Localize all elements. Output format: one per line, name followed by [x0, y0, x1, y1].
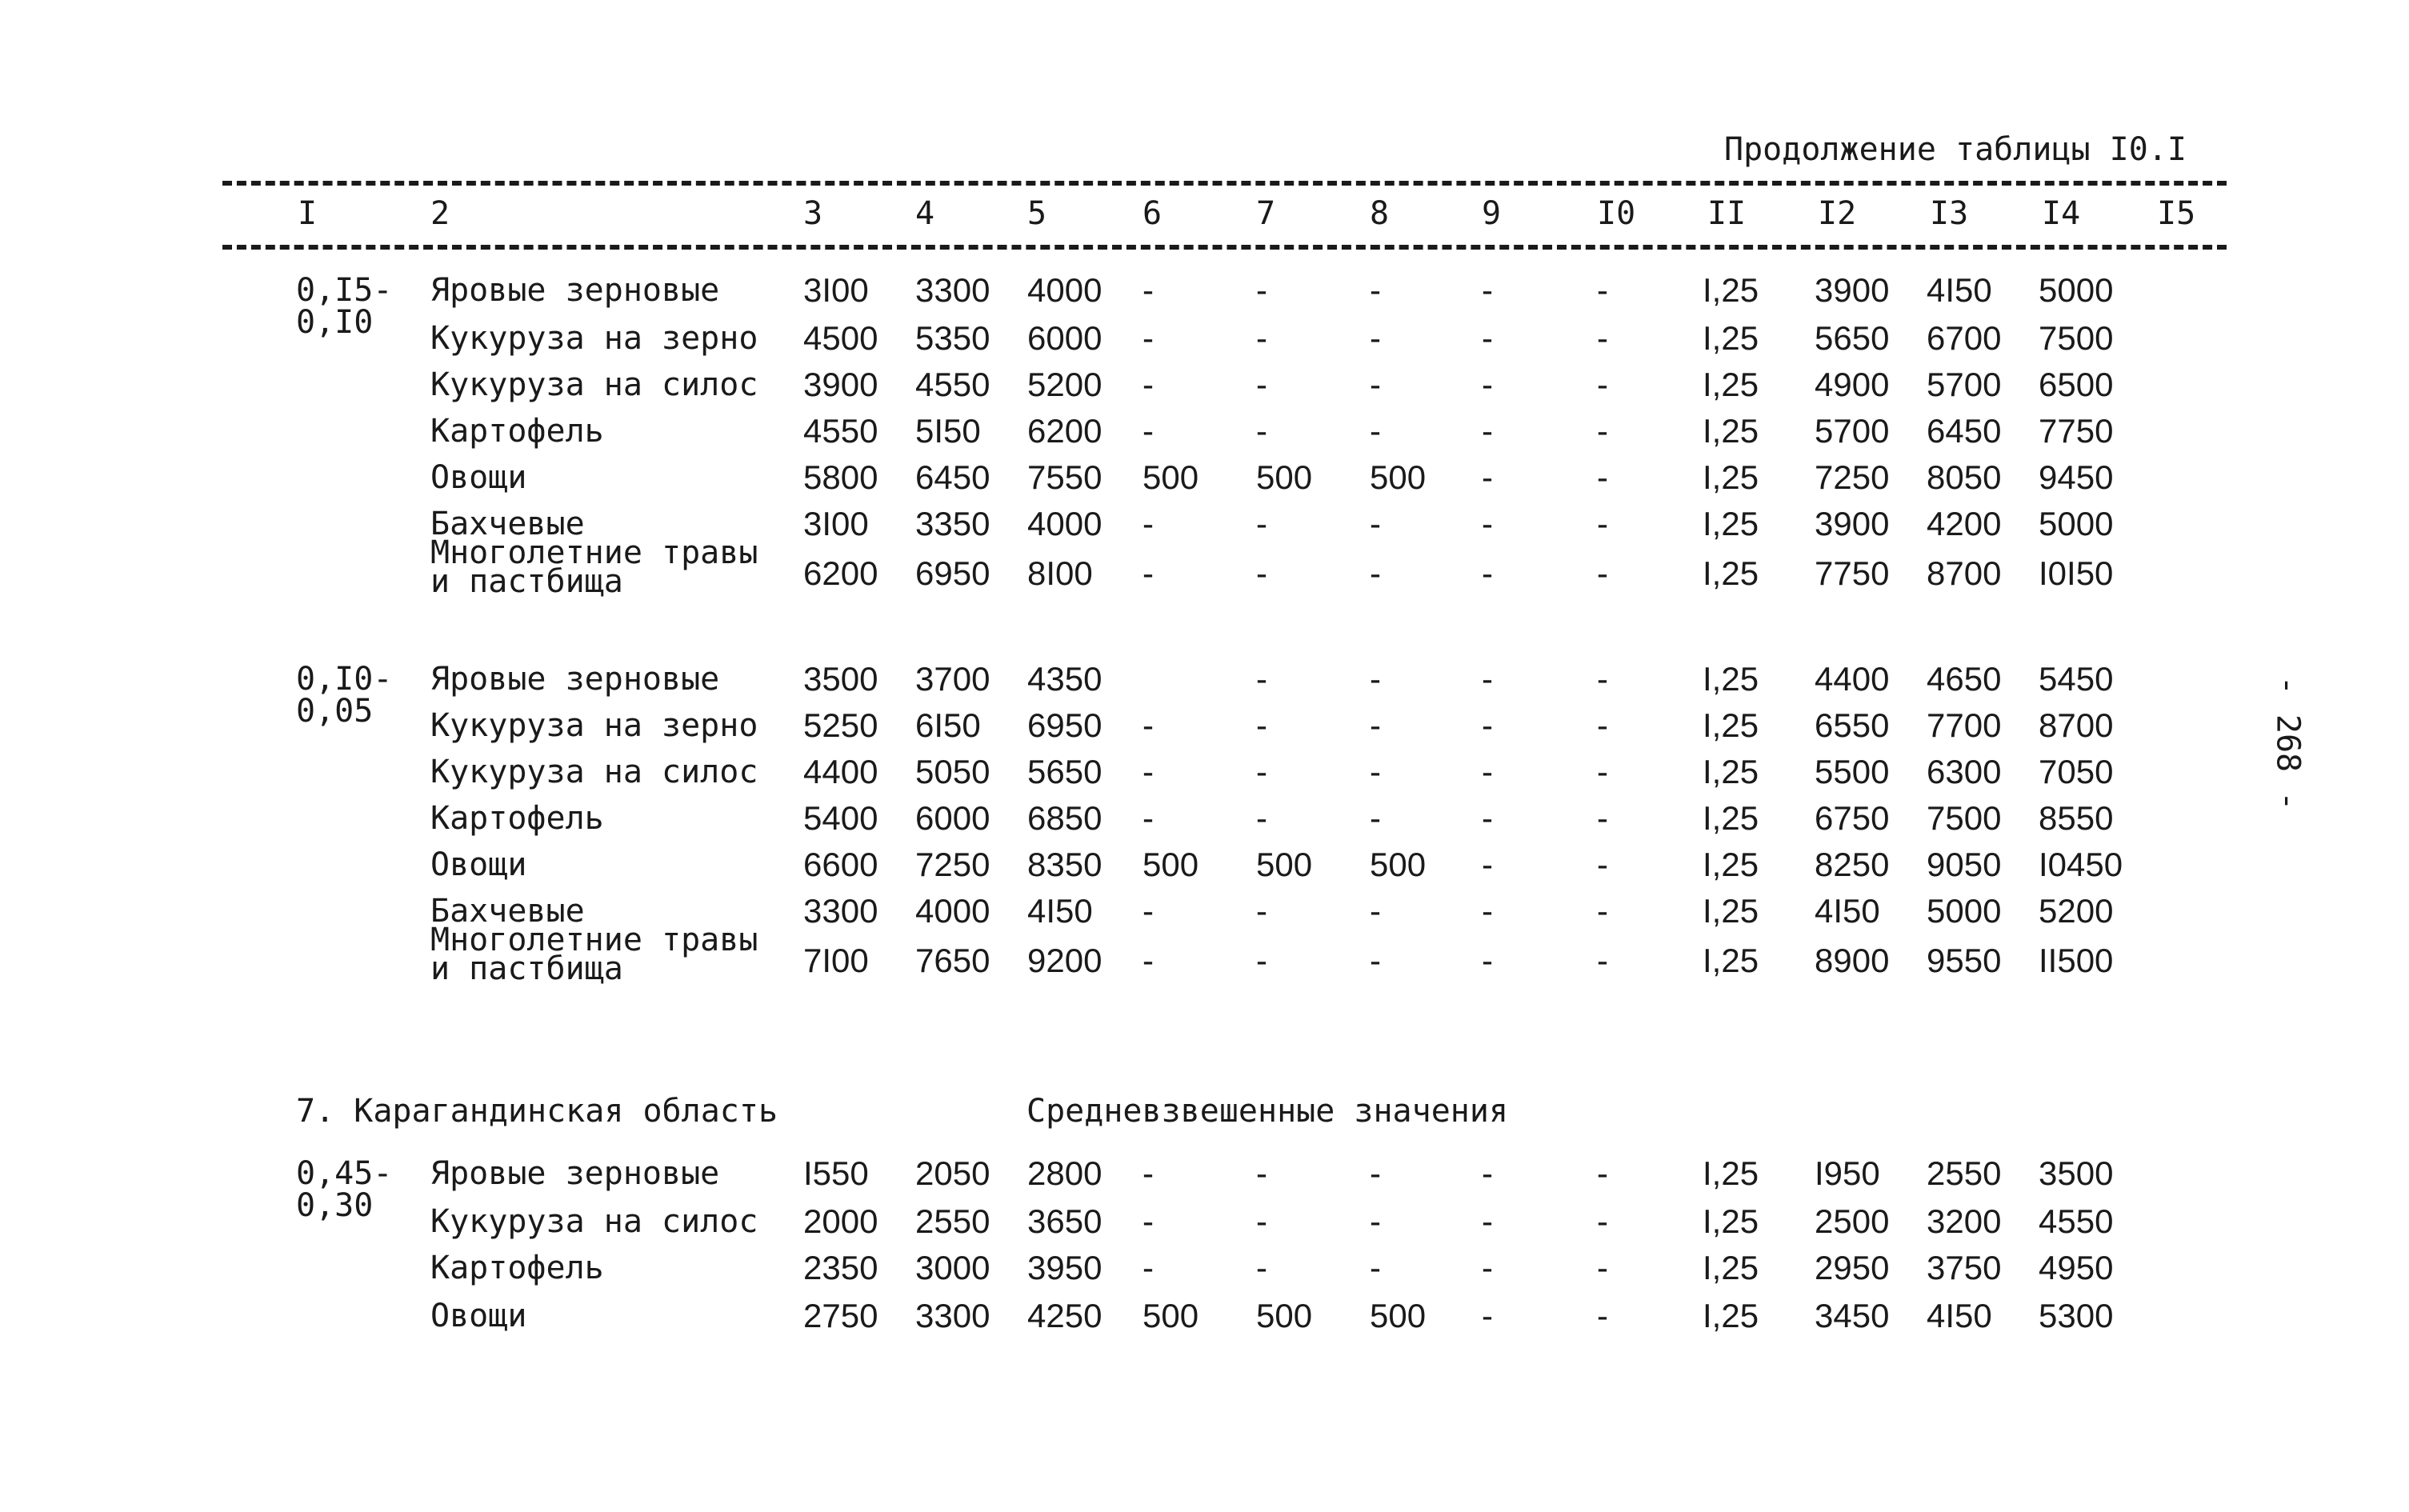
table-cell: 3300 — [915, 1297, 990, 1334]
table-cell: 6I50 — [915, 706, 981, 744]
table-cell: 9200 — [1027, 942, 1102, 979]
table-cell: 6200 — [803, 554, 878, 592]
table-cell: 6000 — [915, 799, 990, 837]
range-label: 0,05 — [296, 693, 374, 730]
table-cell: 3950 — [1027, 1249, 1102, 1286]
table-cell: 3300 — [803, 892, 878, 930]
table-caption: Продолжение таблицы I0.I — [1724, 131, 2187, 168]
crop-name: Бахчевые — [430, 506, 585, 542]
table-cell: 4550 — [915, 366, 990, 403]
table-cell: 6750 — [1815, 799, 1890, 837]
table-cell: 8350 — [1027, 846, 1102, 883]
table-cell: - — [1142, 554, 1154, 592]
table-cell: 6500 — [2039, 366, 2114, 403]
table-cell: 4I50 — [1927, 1297, 1992, 1334]
table-cell: 3750 — [1927, 1249, 2002, 1286]
crop-name: Кукуруза на силос — [430, 366, 758, 403]
table-cell: 3I00 — [803, 271, 869, 309]
table-cell: 7750 — [1815, 554, 1890, 592]
table-cell: I950 — [1815, 1154, 1880, 1192]
table-cell: I,25 — [1703, 846, 1759, 883]
crop-name: Яровые зерновые — [430, 272, 720, 309]
table-cell: I,25 — [1703, 799, 1759, 837]
table-cell: - — [1597, 942, 1608, 979]
table-cell: - — [1142, 942, 1154, 979]
table-cell: 3650 — [1027, 1202, 1102, 1240]
table-cell: I0I50 — [2039, 554, 2114, 592]
table-cell: - — [1482, 706, 1493, 744]
table-cell: - — [1482, 1297, 1493, 1334]
table-cell: 5I50 — [915, 412, 981, 450]
table-cell: - — [1256, 412, 1267, 450]
column-header: I3 — [1930, 195, 1969, 232]
crop-name: Овощи — [430, 459, 527, 496]
table-cell: 4200 — [1927, 505, 2002, 542]
table-cell: 5450 — [2039, 660, 2114, 698]
crop-name: Картофель — [430, 413, 604, 450]
table-cell: 4550 — [803, 412, 878, 450]
table-cell: - — [1597, 1249, 1608, 1286]
table-cell: - — [1142, 412, 1154, 450]
table-cell: - — [1256, 799, 1267, 837]
table-cell: 4250 — [1027, 1297, 1102, 1334]
table-cell: I,25 — [1703, 706, 1759, 744]
range-label: 0,I5- — [296, 272, 393, 309]
table-cell: 7500 — [1927, 799, 2002, 837]
table-cell: 6300 — [1927, 753, 2002, 790]
table-cell: - — [1370, 1249, 1381, 1286]
table-cell: 4950 — [2039, 1249, 2114, 1286]
table-cell: - — [1256, 366, 1267, 403]
table-cell: 5250 — [803, 706, 878, 744]
table-cell: 500 — [1256, 846, 1313, 883]
crop-name: Многолетние травы — [430, 922, 758, 958]
table-cell: I,25 — [1703, 1297, 1759, 1334]
table-cell: 6450 — [915, 458, 990, 496]
table-cell: 7250 — [915, 846, 990, 883]
table-cell: I,25 — [1703, 458, 1759, 496]
table-cell: I,25 — [1703, 412, 1759, 450]
table-cell: 500 — [1256, 1297, 1313, 1334]
table-cell: I,25 — [1703, 1154, 1759, 1192]
table-cell: 2750 — [803, 1297, 878, 1334]
column-header: 8 — [1370, 195, 1390, 232]
crop-name: и пастбища — [430, 950, 623, 987]
table-cell: - — [1256, 1249, 1267, 1286]
column-header: II — [1707, 195, 1747, 232]
table-cell: 7I00 — [803, 942, 869, 979]
table-cell: 8I00 — [1027, 554, 1093, 592]
table-cell: - — [1597, 753, 1608, 790]
table-cell: 6600 — [803, 846, 878, 883]
column-header: 2 — [430, 195, 450, 232]
table-cell: 6950 — [915, 554, 990, 592]
table-cell: 5000 — [2039, 505, 2114, 542]
table-cell: 3500 — [803, 660, 878, 698]
table-cell: 2550 — [915, 1202, 990, 1240]
table-cell: - — [1597, 892, 1608, 930]
crop-name: Кукуруза на силос — [430, 754, 758, 790]
table-cell: 5200 — [2039, 892, 2114, 930]
table-cell: 2350 — [803, 1249, 878, 1286]
crop-name: Овощи — [430, 1298, 527, 1334]
table-cell: - — [1597, 319, 1608, 357]
table-cell: 500 — [1142, 1297, 1199, 1334]
table-cell: 500 — [1370, 458, 1427, 496]
table-cell: 5800 — [803, 458, 878, 496]
table-cell: 7500 — [2039, 319, 2114, 357]
table-cell: 5350 — [915, 319, 990, 357]
table-cell: - — [1142, 892, 1154, 930]
table-cell: - — [1482, 412, 1493, 450]
crop-name: Яровые зерновые — [430, 661, 720, 698]
table-cell: 7550 — [1027, 458, 1102, 496]
table-cell: 500 — [1142, 846, 1199, 883]
range-label: 0,I0- — [296, 661, 393, 698]
crop-name: Многолетние травы — [430, 534, 758, 571]
table-cell: - — [1370, 799, 1381, 837]
table-cell: 6950 — [1027, 706, 1102, 744]
table-cell: 9050 — [1927, 846, 2002, 883]
table-cell: 3500 — [2039, 1154, 2114, 1192]
table-cell: 5650 — [1815, 319, 1890, 357]
table-cell: - — [1597, 271, 1608, 309]
table-cell: - — [1482, 1154, 1493, 1192]
table-cell: 9550 — [1927, 942, 2002, 979]
table-cell: - — [1482, 799, 1493, 837]
table-cell: - — [1482, 319, 1493, 357]
table-cell: - — [1597, 554, 1608, 592]
table-cell: 4000 — [1027, 505, 1102, 542]
table-cell: - — [1256, 1154, 1267, 1192]
column-header: 5 — [1027, 195, 1047, 232]
table-cell: 5400 — [803, 799, 878, 837]
table-cell: 4000 — [1027, 271, 1102, 309]
table-cell: - — [1142, 366, 1154, 403]
table-cell: - — [1597, 412, 1608, 450]
table-cell: I550 — [803, 1154, 869, 1192]
table-cell: 3300 — [915, 271, 990, 309]
table-cell: 5500 — [1815, 753, 1890, 790]
table-cell: - — [1370, 942, 1381, 979]
table-cell: 4400 — [803, 753, 878, 790]
table-cell: 4900 — [1815, 366, 1890, 403]
table-cell: 8900 — [1815, 942, 1890, 979]
table-cell: I,25 — [1703, 753, 1759, 790]
table-cell: 3900 — [803, 366, 878, 403]
table-cell: - — [1482, 753, 1493, 790]
table-cell: - — [1370, 505, 1381, 542]
table-cell: 3450 — [1815, 1297, 1890, 1334]
table-cell: - — [1370, 706, 1381, 744]
table-cell: 3900 — [1815, 271, 1890, 309]
table-cell: 7700 — [1927, 706, 2002, 744]
table-cell: - — [1482, 271, 1493, 309]
table-cell: - — [1142, 1202, 1154, 1240]
table-cell: - — [1142, 706, 1154, 744]
table-cell: II500 — [2039, 942, 2114, 979]
table-cell: 3200 — [1927, 1202, 2002, 1240]
table-cell: - — [1597, 706, 1608, 744]
table-cell: - — [1256, 1202, 1267, 1240]
table-cell: 5200 — [1027, 366, 1102, 403]
table-cell: - — [1482, 1249, 1493, 1286]
table-cell: 2500 — [1815, 1202, 1890, 1240]
table-cell: - — [1482, 846, 1493, 883]
table-cell: - — [1370, 1202, 1381, 1240]
crop-name: Яровые зерновые — [430, 1155, 720, 1192]
table-cell: 7650 — [915, 942, 990, 979]
table-cell: 4I50 — [1027, 892, 1093, 930]
table-cell: 4400 — [1815, 660, 1890, 698]
table-cell: - — [1482, 942, 1493, 979]
table-cell: I,25 — [1703, 319, 1759, 357]
table-cell: 7750 — [2039, 412, 2114, 450]
table-cell: - — [1256, 554, 1267, 592]
column-header: 3 — [803, 195, 823, 232]
crop-name: Кукуруза на зерно — [430, 707, 758, 744]
table-cell: 2550 — [1927, 1154, 2002, 1192]
table-cell: - — [1256, 942, 1267, 979]
table-cell: I,25 — [1703, 892, 1759, 930]
table-cell: 2000 — [803, 1202, 878, 1240]
table-cell: 3I00 — [803, 505, 869, 542]
table-cell: - — [1482, 554, 1493, 592]
table-cell: 4000 — [915, 892, 990, 930]
table-cell: - — [1597, 660, 1608, 698]
table-cell: 3000 — [915, 1249, 990, 1286]
table-cell: 6850 — [1027, 799, 1102, 837]
column-header: 6 — [1142, 195, 1162, 232]
table-cell: - — [1370, 753, 1381, 790]
table-cell: - — [1597, 505, 1608, 542]
table-cell: - — [1370, 319, 1381, 357]
table-cell: 500 — [1256, 458, 1313, 496]
table-cell: I,25 — [1703, 366, 1759, 403]
table-cell: - — [1597, 1202, 1608, 1240]
table-cell: 5700 — [1927, 366, 2002, 403]
page-number: - 268 - — [2269, 675, 2307, 811]
table-cell: - — [1142, 271, 1154, 309]
crop-name: Картофель — [430, 800, 604, 837]
section-title: 7. Карагандинская область — [296, 1093, 778, 1130]
table-cell: I,25 — [1703, 554, 1759, 592]
table-cell: - — [1142, 505, 1154, 542]
column-header: I2 — [1818, 195, 1857, 232]
range-label: 0,30 — [296, 1187, 374, 1224]
table-cell: 8250 — [1815, 846, 1890, 883]
table-cell: 2050 — [915, 1154, 990, 1192]
table-cell: 6200 — [1027, 412, 1102, 450]
table-cell: I,25 — [1703, 942, 1759, 979]
table-cell: - — [1597, 458, 1608, 496]
table-cell: - — [1370, 892, 1381, 930]
table-cell: 4I50 — [1927, 271, 1992, 309]
column-header: I5 — [2157, 195, 2196, 232]
table-cell: - — [1370, 660, 1381, 698]
table-cell: 4650 — [1927, 660, 2002, 698]
table-cell: - — [1142, 1249, 1154, 1286]
table-cell: - — [1256, 706, 1267, 744]
table-cell: 4550 — [2039, 1202, 2114, 1240]
column-header: I0 — [1597, 195, 1636, 232]
table-cell: - — [1256, 660, 1267, 698]
table-cell: 5000 — [1927, 892, 2002, 930]
table-cell: - — [1256, 319, 1267, 357]
table-cell: 4I50 — [1815, 892, 1880, 930]
column-header: 9 — [1482, 195, 1502, 232]
table-cell: 5050 — [915, 753, 990, 790]
table-cell: 7250 — [1815, 458, 1890, 496]
table-cell: 5000 — [2039, 271, 2114, 309]
table-cell: 2950 — [1815, 1249, 1890, 1286]
table-cell: - — [1482, 458, 1493, 496]
table-cell: 3350 — [915, 505, 990, 542]
table-cell: - — [1482, 892, 1493, 930]
table-cell: - — [1370, 554, 1381, 592]
table-cell: - — [1597, 1297, 1608, 1334]
column-header: 7 — [1256, 195, 1276, 232]
table-cell: I,25 — [1703, 271, 1759, 309]
table-cell: 4350 — [1027, 660, 1102, 698]
table-cell: - — [1370, 1154, 1381, 1192]
table-cell: I,25 — [1703, 1202, 1759, 1240]
table-cell: 2800 — [1027, 1154, 1102, 1192]
table-cell: 6450 — [1927, 412, 2002, 450]
table-cell: - — [1482, 660, 1493, 698]
table-cell: - — [1370, 271, 1381, 309]
crop-name: Кукуруза на зерно — [430, 320, 758, 357]
table-cell: 6700 — [1927, 319, 2002, 357]
table-cell: - — [1142, 1154, 1154, 1192]
crop-name: Овощи — [430, 846, 527, 883]
table-cell: - — [1597, 846, 1608, 883]
crop-name: Бахчевые — [430, 893, 585, 930]
header-rule-bottom — [222, 245, 2227, 250]
table-cell: 500 — [1370, 1297, 1427, 1334]
table-cell: 4500 — [803, 319, 878, 357]
header-rule-top — [222, 181, 2227, 186]
table-cell: - — [1142, 799, 1154, 837]
table-cell: 7050 — [2039, 753, 2114, 790]
table-cell: 8050 — [1927, 458, 2002, 496]
column-header: I4 — [2042, 195, 2081, 232]
table-cell: 8700 — [2039, 706, 2114, 744]
table-cell: 500 — [1142, 458, 1199, 496]
table-cell: 3700 — [915, 660, 990, 698]
column-header: 4 — [915, 195, 935, 232]
table-cell: I,25 — [1703, 660, 1759, 698]
section-subtitle: Средневзвешенные значения — [1026, 1093, 1509, 1130]
table-cell: - — [1256, 271, 1267, 309]
table-cell: 8700 — [1927, 554, 2002, 592]
table-cell: I,25 — [1703, 505, 1759, 542]
table-cell: - — [1597, 799, 1608, 837]
table-cell: - — [1370, 412, 1381, 450]
table-cell: - — [1597, 1154, 1608, 1192]
table-cell: - — [1142, 319, 1154, 357]
table-cell: I0450 — [2039, 846, 2123, 883]
table-cell: 9450 — [2039, 458, 2114, 496]
table-cell: - — [1482, 1202, 1493, 1240]
column-header: I — [298, 195, 318, 232]
table-cell: - — [1370, 366, 1381, 403]
table-cell: 5300 — [2039, 1297, 2114, 1334]
table-cell: 5650 — [1027, 753, 1102, 790]
table-cell: 6550 — [1815, 706, 1890, 744]
table-cell: - — [1597, 366, 1608, 403]
crop-name: Кукуруза на силос — [430, 1203, 758, 1240]
table-cell: - — [1142, 753, 1154, 790]
table-cell: 5700 — [1815, 412, 1890, 450]
table-cell: - — [1482, 366, 1493, 403]
table-cell: - — [1256, 892, 1267, 930]
table-cell: 6000 — [1027, 319, 1102, 357]
table-cell: 3900 — [1815, 505, 1890, 542]
table-cell: - — [1256, 505, 1267, 542]
range-label: 0,45- — [296, 1155, 393, 1192]
range-label: 0,I0 — [296, 304, 374, 341]
table-cell: - — [1482, 505, 1493, 542]
crop-name: и пастбища — [430, 563, 623, 600]
table-cell: 500 — [1370, 846, 1427, 883]
crop-name: Картофель — [430, 1250, 604, 1286]
table-cell: - — [1256, 753, 1267, 790]
table-cell: I,25 — [1703, 1249, 1759, 1286]
table-cell: 8550 — [2039, 799, 2114, 837]
